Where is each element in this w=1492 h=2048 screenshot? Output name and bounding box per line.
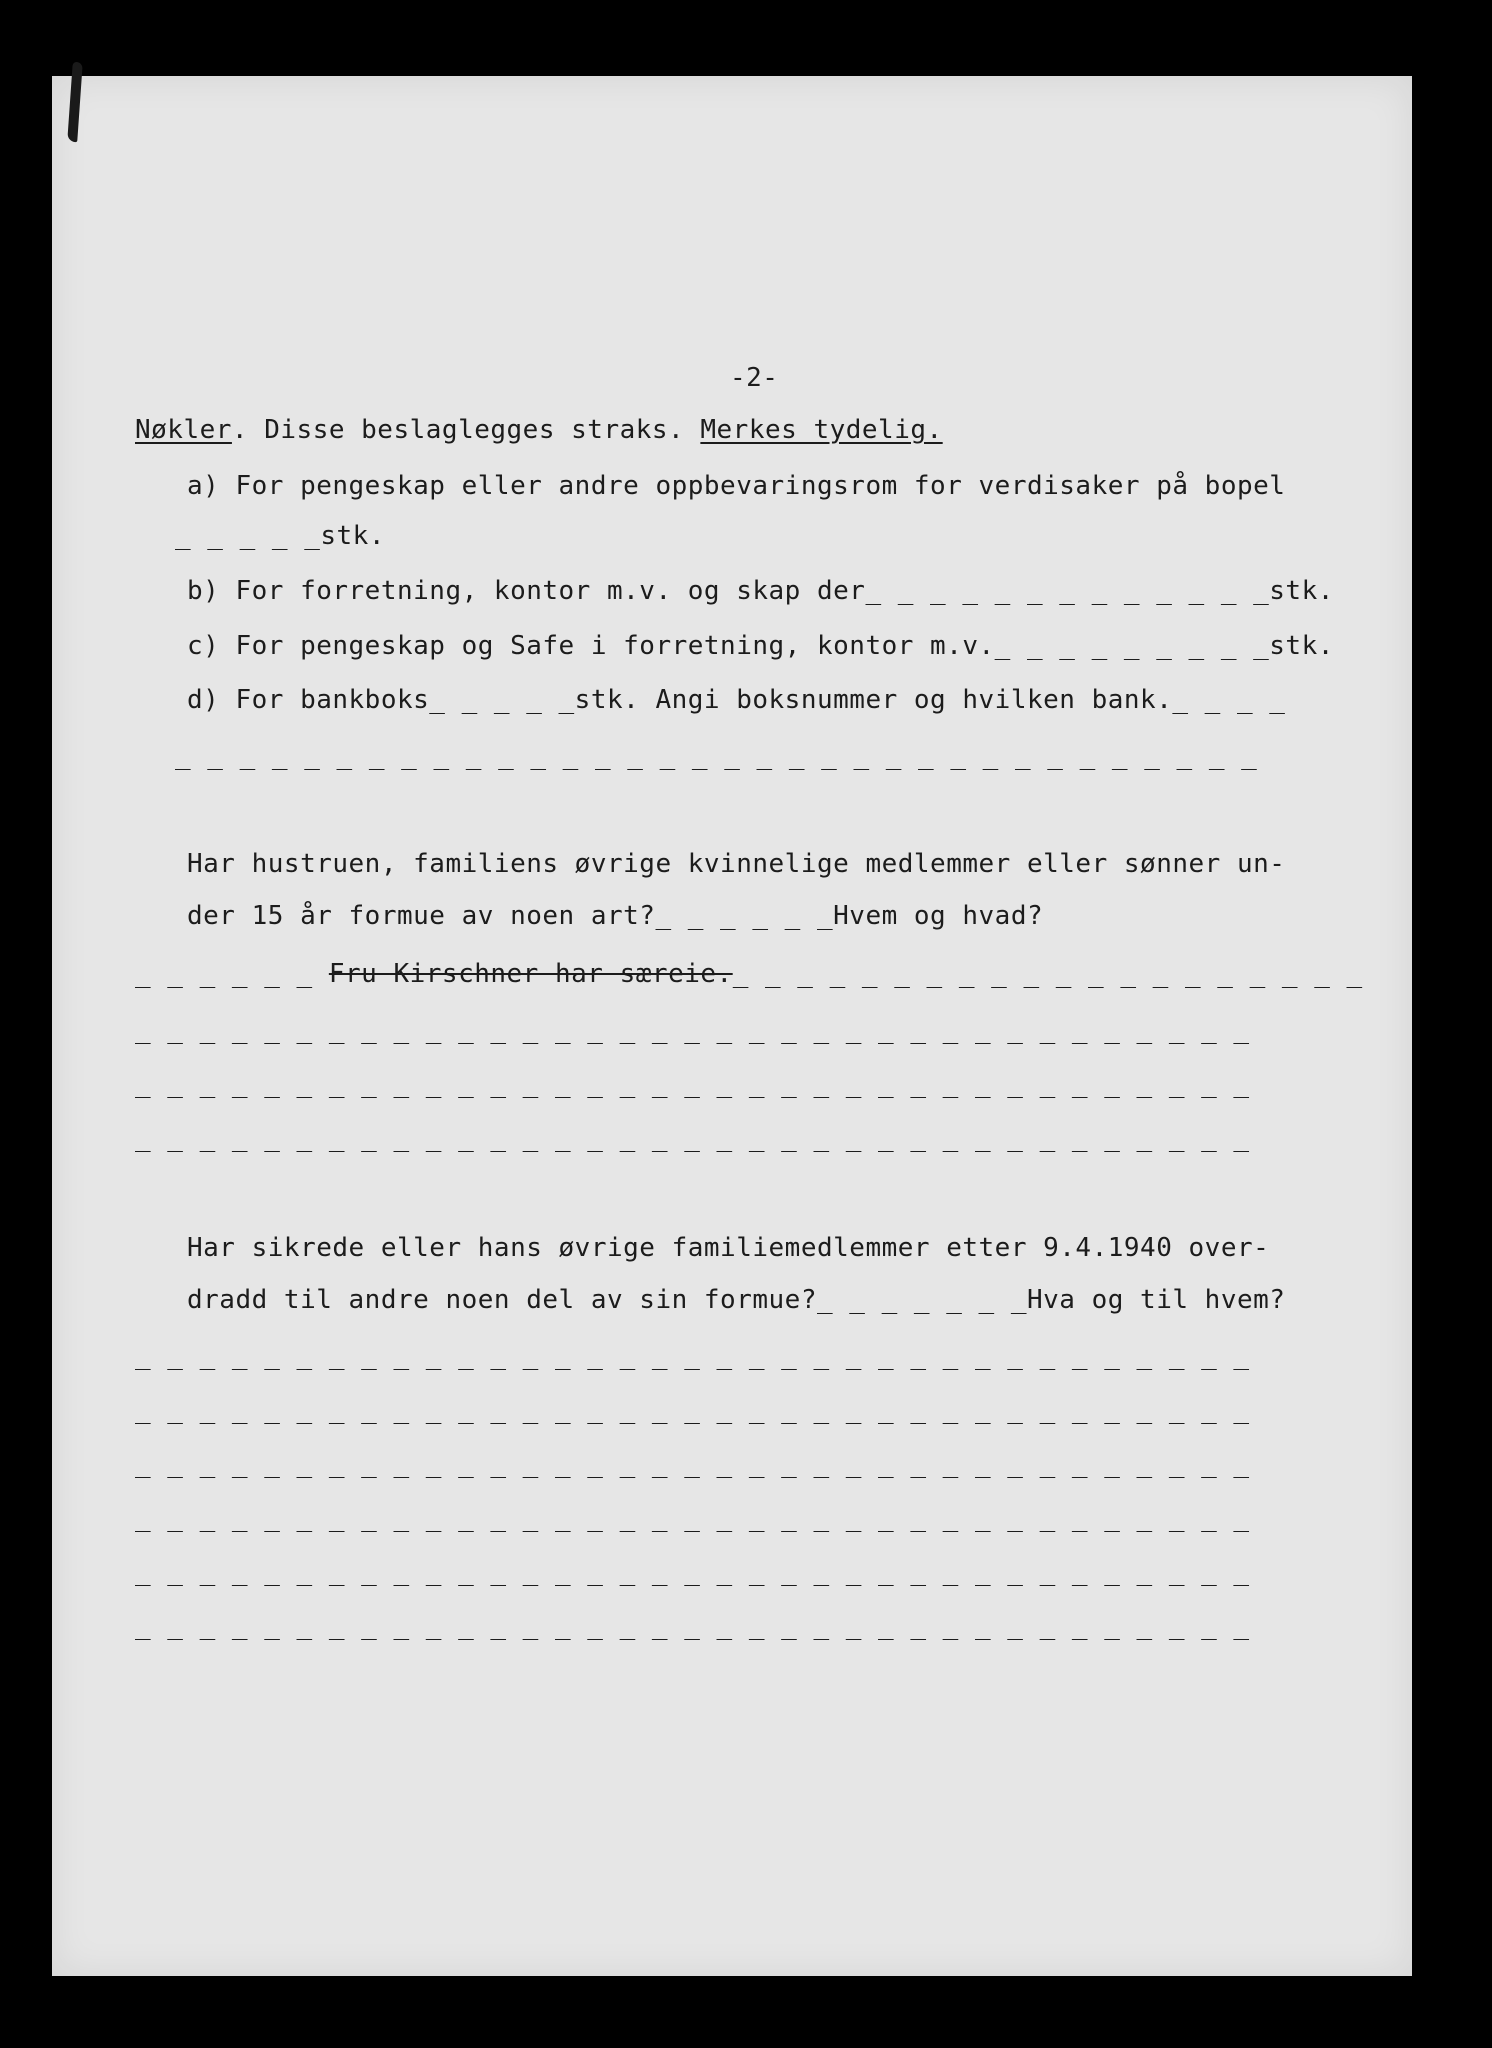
transfer-blank-line: _ _ _ _ _ _ _ _ _ _ _ _ _ _ _ _ _ _ _ _ _ _ _ _ _ _ _ _ _ _ _ _ _ _ _ <box>135 1395 1250 1425</box>
item-a-line1: a) For pengeskap eller andre oppbevaringsrom for verdisaker på bopel <box>187 471 1286 501</box>
transfer-blank-line: _ _ _ _ _ _ _ _ _ _ _ _ _ _ _ _ _ _ _ _ _ _ _ _ _ _ _ _ _ _ _ _ _ _ _ <box>135 1449 1250 1479</box>
wife-answer-struck: Fru Kirschner har særeie. <box>328 959 733 989</box>
transfer-blank-line: _ _ _ _ _ _ _ _ _ _ _ _ _ _ _ _ _ _ _ _ _ _ _ _ _ _ _ _ _ _ _ _ _ _ _ <box>135 1557 1250 1587</box>
mark-instruction: Merkes tydelig. <box>700 415 943 445</box>
wife-question-line2: der 15 år formue av noen art?_ _ _ _ _ _Hvem og hvad? <box>187 901 1044 931</box>
wife-answer-line <box>135 958 1363 990</box>
page-number: -2- <box>730 363 779 393</box>
wife-blank-line: _ _ _ _ _ _ _ _ _ _ _ _ _ _ _ _ _ _ _ _ _ _ _ _ _ _ _ _ _ _ _ _ _ _ _ <box>135 1069 1250 1099</box>
wife-question-line1: Har hustruen, familiens øvrige kvinnelige medlemmer eller sønner un- <box>187 849 1286 879</box>
wife-blank-line: _ _ _ _ _ _ _ _ _ _ _ _ _ _ _ _ _ _ _ _ _ _ _ _ _ _ _ _ _ _ _ _ _ _ _ <box>135 1123 1250 1153</box>
transfer-question-line2: dradd til andre noen del av sin formue?_ _ _ _ _ _ _Hva og til hvem? <box>187 1285 1286 1315</box>
item-a-line2: _ _ _ _ _stk. <box>175 521 385 551</box>
item-d: d) For bankboks_ _ _ _ _stk. Angi boksnummer og hvilken bank._ _ _ _ <box>187 685 1286 715</box>
keys-heading: Nøkler <box>135 415 232 445</box>
transfer-blank-line: _ _ _ _ _ _ _ _ _ _ _ _ _ _ _ _ _ _ _ _ _ _ _ _ _ _ _ _ _ _ _ _ _ _ _ <box>135 1341 1250 1371</box>
keys-intro: . Disse beslaglegges straks. <box>231 415 701 445</box>
transfer-blank-line: _ _ _ _ _ _ _ _ _ _ _ _ _ _ _ _ _ _ _ _ _ _ _ _ _ _ _ _ _ _ _ _ _ _ _ <box>135 1503 1250 1533</box>
wife-blank-line: _ _ _ _ _ _ _ _ _ _ _ _ _ _ _ _ _ _ _ _ _ _ _ _ _ _ _ _ _ _ _ _ _ _ _ <box>135 1015 1250 1045</box>
item-d-continuation: _ _ _ _ _ _ _ _ _ _ _ _ _ _ _ _ _ _ _ _ _ _ _ _ _ _ _ _ _ _ _ _ _ _ <box>175 741 1258 771</box>
item-c: c) For pengeskap og Safe i forretning, kontor m.v._ _ _ _ _ _ _ _ _stk. <box>187 631 1334 661</box>
transfer-blank-line: _ _ _ _ _ _ _ _ _ _ _ _ _ _ _ _ _ _ _ _ _ _ _ _ _ _ _ _ _ _ _ _ _ _ _ <box>135 1611 1250 1641</box>
transfer-question-line1: Har sikrede eller hans øvrige familiemedlemmer etter 9.4.1940 over- <box>187 1233 1270 1263</box>
wife-answer-suffix: _ _ _ _ _ _ _ _ _ _ _ _ _ _ _ _ _ _ _ _ <box>732 959 1363 989</box>
item-b: b) For forretning, kontor m.v. og skap der_ _ _ _ _ _ _ _ _ _ _ _ _stk. <box>187 576 1334 606</box>
wife-answer-prefix: _ _ _ _ _ _ <box>135 959 329 989</box>
keys-heading-line <box>135 414 943 446</box>
